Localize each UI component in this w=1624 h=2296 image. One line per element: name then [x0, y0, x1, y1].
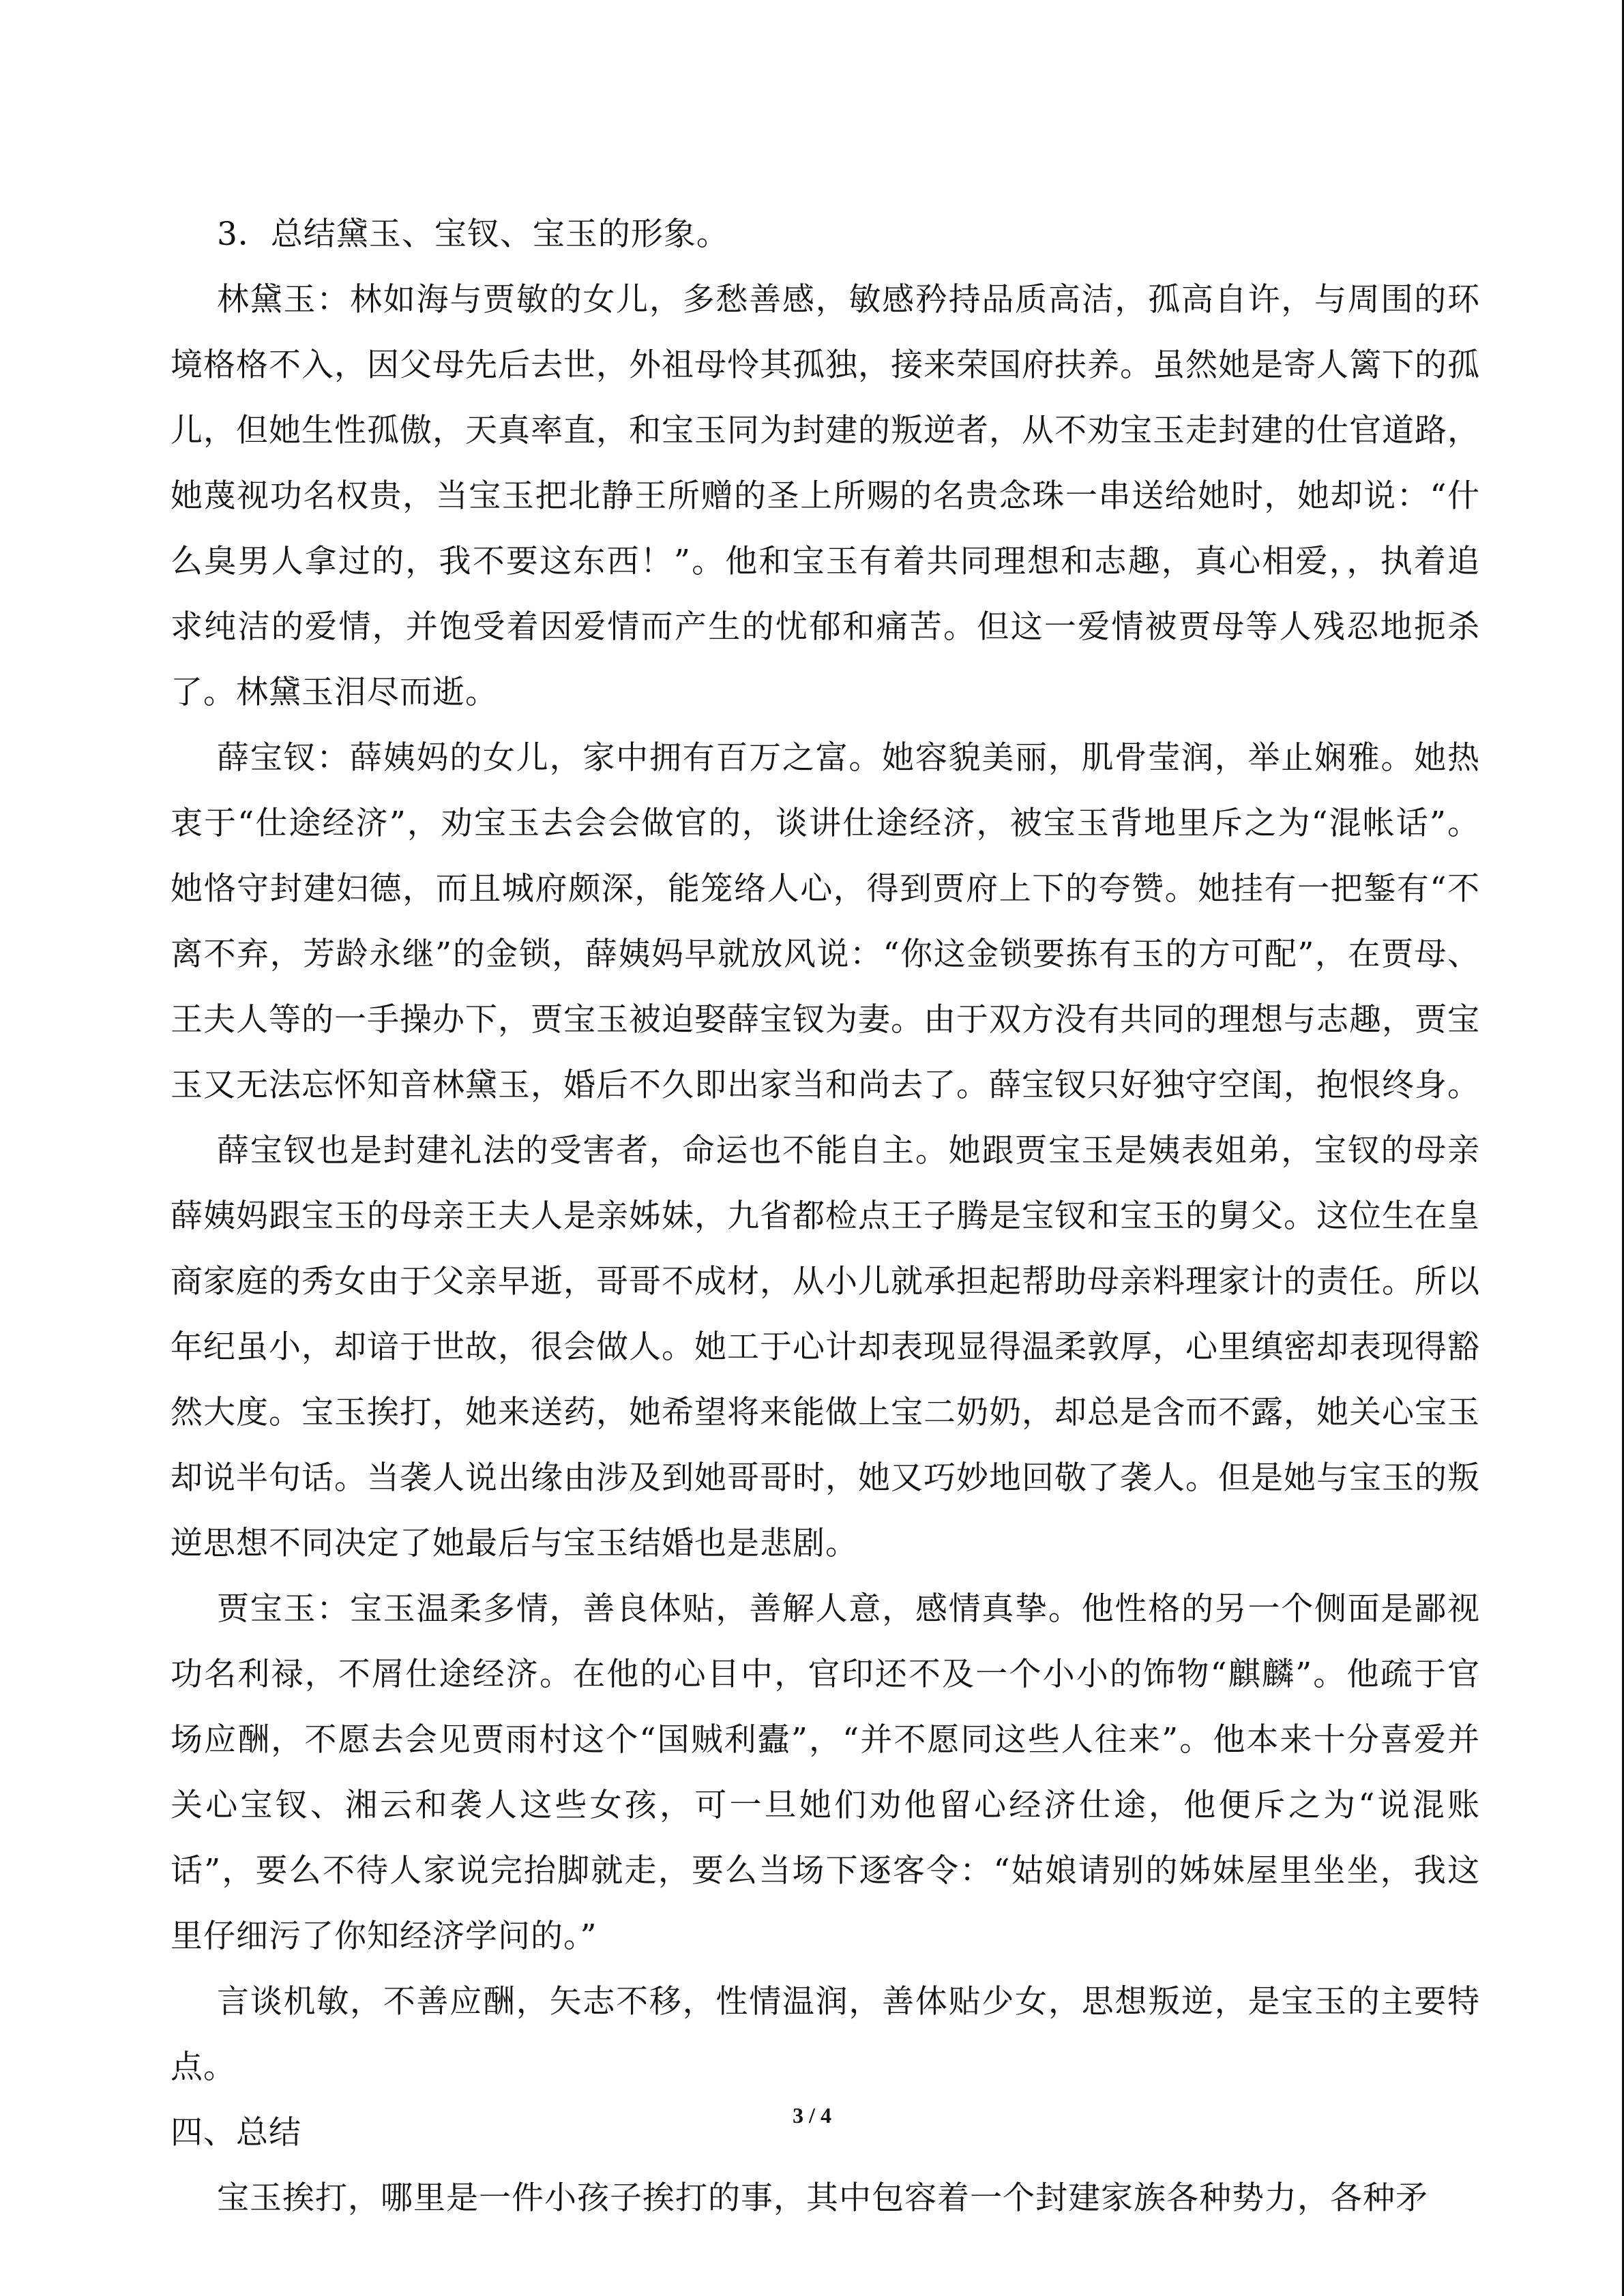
document-body	[171, 202, 1480, 2231]
page-number: 3 / 4	[793, 2103, 831, 2128]
paragraph-xue-baochai: 薛宝钗：薛姨妈的女儿，家中拥有百万之富。她容貌美丽，肌骨莹润，举止娴雅。她热衷于“仕途经济”，劝宝玉去会会做官的，谈讲仕途经济，被宝玉背地里斥之为“混帐话”。她恪守封建妇德，而且城府颇深，能笼络人心，得到贾府上下的夸赞。她挂有一把錾有“不离不弃，芳龄永继”的金锁，薛姨妈早就放风说：“你这金锁要拣有玉的方可配”，在贾母、王夫人等的一手操办下，贾宝玉被迫娶薛宝钗为妻。由于双方没有共同的理想与志趣，贾宝玉又无法忘怀知音林黛玉，婚后不久即出家当和尚去了。薛宝钗只好独守空闺，抱恨终身。	[171, 739, 1480, 1104]
paragraph-xue-baochai-victim: 薛宝钗也是封建礼法的受害者，命运也不能自主。她跟贾宝玉是姨表姐弟，宝钗的母亲薛姨妈跟宝玉的母亲王夫人是亲姊妹，九省都检点王子腾是宝钗和宝玉的舅父。这位生在皇商家庭的秀女由于父亲早逝，哥哥不成材，从小儿就承担起帮助母亲料理家计的责任。所以年纪虽小，却谙于世故，很会做人。她工于心计却表现显得温柔敦厚，心里缜密却表现得豁然大度。宝玉挨打，她来送药，她希望将来能做上宝二奶奶，却总是含而不露，她关心宝玉却说半句话。当袭人说出缘由涉及到她哥哥时，她又巧妙地回敬了袭人。但是她与宝玉的叛逆思想不同决定了她最后与宝玉结婚也是悲剧。	[171, 1132, 1480, 1562]
paragraph-jia-baoyu: 贾宝玉：宝玉温柔多情，善良体贴，善解人意，感情真挚。他性格的另一个侧面是鄙视功名利禄，不屑仕途经济。在他的心目中，官印还不及一个小小的饰物“麒麟”。他疏于官场应酬，不愿去会见贾雨村这个“国贼利蠹”，“并不愿同这些人往来”。他本来十分喜爱并关心宝钗、湘云和袭人这些女孩，可一旦她们劝他留心经济仕途，他便斥之为“说混账话”，要么不待人家说完抬脚就走，要么当场下逐客令：“姑娘请别的姊妹屋里坐坐，我这里仔细污了你知经济学问的。”	[171, 1590, 1480, 1955]
paragraph-conclusion: 宝玉挨打，哪里是一件小孩子挨打的事，其中包容着一个封建家族各种势力，各种矛	[217, 2179, 1428, 2217]
paragraph-baoyu-traits: 言谈机敏，不善应酬，矢志不移，性情温润，善体贴少女，思想叛逆，是宝玉的主要特点。	[171, 1983, 1480, 2086]
paragraph-summary-heading: 3．总结黛玉、宝钗、宝玉的形象。	[217, 215, 729, 253]
section-heading-summary: 四、总结	[171, 2114, 301, 2151]
paragraph-lin-daiyu: 林黛玉：林如海与贾敏的女儿，多愁善感，敏感矜持品质高洁，孤高自许，与周围的环境格格不入，因父母先后去世，外祖母怜其孤独，接来荣国府扶养。虽然她是寄人篱下的孤儿，但她生性孤傲，天真率直，和宝玉同为封建的叛逆者，从不劝宝玉走封建的仕官道路，她蔑视功名权贵，当宝玉把北静王所赠的圣上所赐的名贵念珠一串送给她时，她却说：“什么臭男人拿过的，我不要这东西！”。他和宝玉有着共同理想和志趣，真心相爱，，执着追求纯洁的爱情，并饱受着因爱情而产生的忧郁和痛苦。但这一爱情被贾母等人残忍地扼杀了。林黛玉泪尽而逝。	[171, 281, 1480, 711]
